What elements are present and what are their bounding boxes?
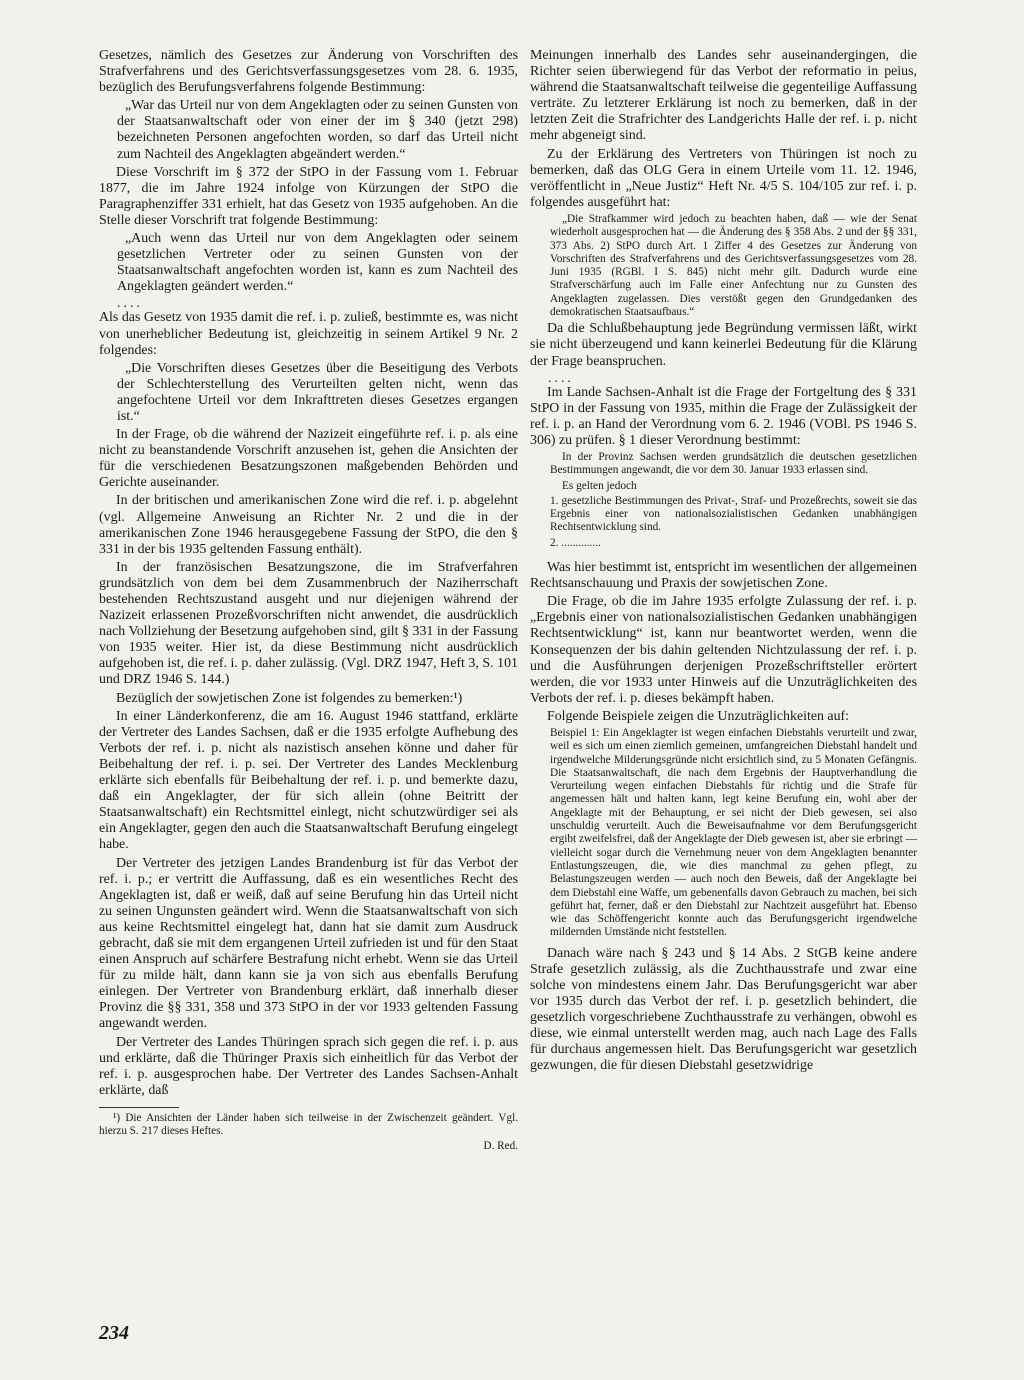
footnote-signature: D. Red. xyxy=(483,1140,518,1153)
paragraph: Der Vertreter des jetzigen Landes Brandenburg ist für das Verbot der ref. i. p.; er vertritt die Auffassung, daß es ein wesentliches Recht des Angeklagten ist, daß er weiß, daß auf seine Berufung hin das Urteil nicht zu seinen Ungunsten geändert wird. Wenn die Staatsanwaltschaft von sich aus keine Rechtsmittel eingelegt hat, dann hat sie damit zum Ausdruck gebracht, daß sie mit dem ergangenen Urteil zufrieden ist und für den Staat einen Anspruch auf schärfere Bestrafung nicht erhebt. Wenn sie das Urteil für zu milde hält, dann kann sie ja von sich aus ebenfalls Berufung einlegen. Der Vertreter von Brandenburg erklärt, daß innerhalb dieser Provinz die §§ 331, 358 und 373 StPO in der vor 1933 geltenden Fassung angewandt werden. xyxy=(99,855,518,1032)
right-text-column xyxy=(530,48,917,1076)
regulation-item: 1. gesetzliche Bestimmungen des Privat-, Straf- und Prozeßrechts, soweit sie das Ergebnis einer von nationalsozialistischen Gedanken unabhängigen Rechtsentwicklung sind. xyxy=(550,494,917,534)
paragraph: In einer Länderkonferenz, die am 16. August 1946 stattfand, erklärte der Vertreter des Landes Sachsen, daß er die 1935 erfolgte Aufhebung des Verbots der ref. i. p. nicht als nazistisch ansehen könne und daher für Beibehaltung der ref. i. p. sei. Der Vertreter des Landes Mecklenburg erklärte sich ebenfalls für Beibehaltung der ref. i. p. und bemerkte dazu, daß ein Angeklagter, der für sich allein (ohne Beitritt der Staatsanwaltschaft) ein Rechtsmittel einlegt, nicht schutzwürdiger sei als ein Angeklagter, gegen den auch die Staatsanwaltschaft Berufung eingelegt habe. xyxy=(99,708,518,853)
paragraph: Bezüglich der sowjetischen Zone ist folgendes zu bemerken:¹) xyxy=(116,690,463,706)
quote-paragraph: „War das Urteil nur von dem Angeklagten oder zu seinen Gunsten von der Staatsanwaltschaft oder von einer der im § 340 (jetzt 298) bezeichneten Personen angefochten worden, so darf das Urteil nicht zum Nachteil des Angeklagten abgeändert werden.“ xyxy=(117,98,518,162)
footnote: ¹) Die Ansichten der Länder haben sich teilweise in der Zwischenzeit geändert. Vgl. hierzu S. 217 dieses Heftes. xyxy=(99,1111,518,1138)
footnote-divider xyxy=(99,1107,179,1108)
paragraph: Was hier bestimmt ist, entspricht im wesentlichen der allgemeinen Rechtsanschauung und Praxis der sowjetischen Zone. xyxy=(530,560,917,592)
regulation-item: 2. .............. xyxy=(550,536,601,549)
paragraph: Im Lande Sachsen-Anhalt ist die Frage der Fortgeltung des § 331 StPO in der Fassung von 1935, mithin die Frage der Zulässigkeit der ref. i. p. an Hand der Verordnung vom 6. 2. 1946 (VOBl. PS 1946 S. 306) zu prüfen. § 1 dieser Verordnung bestimmt: xyxy=(530,384,917,448)
paragraph: Meinungen innerhalb des Landes sehr auseinandergingen, die Richter seien überwiegend für das Verbot der reformatio in peius, während die Staatsanwaltschaft teilweise die gegenteilige Auffassung verträte. Zu letzterer Erklärung ist noch zu bemerken, daß in der letzten Zeit die Strafrichter des Landgerichts Halle der ref. i. p. nicht mehr abgeneigt sind. xyxy=(530,48,917,144)
quote-paragraph: „Auch wenn das Urteil nur von dem Angeklagten oder seinem gesetzlichen Vertreter oder zu seinen Gunsten von der Staatsanwaltschaft angefochten worden ist, kann es zum Nachteil des Angeklagten geändert werden.“ xyxy=(117,231,518,295)
page-number: 234 xyxy=(99,1322,129,1344)
paragraph: Als das Gesetz von 1935 damit die ref. i. p. zuließ, bestimmte es, was nicht von unerheblicher Bedeutung ist, gleichzeitig in seinem Artikel 9 Nr. 2 folgendes: xyxy=(99,310,518,358)
regulation-quote: Es gelten jedoch xyxy=(562,479,637,492)
quote-paragraph: „Die Vorschriften dieses Gesetzes über die Beseitigung des Verbots der Schlechterstellung des Verurteilten gelten nicht, wenn das angefochtene Urteil vor dem Inkrafttreten dieses Gesetzes ergangen ist.“ xyxy=(117,360,518,424)
paragraph: Da die Schlußbehauptung jede Begründung vermissen läßt, wirkt sie nicht überzeugend und kann keinerlei Bedeutung für die Klärung der Frage beanspruchen. xyxy=(530,321,917,369)
paragraph: Zu der Erklärung des Vertreters von Thüringen ist noch zu bemerken, daß das OLG Gera in einem Urteile vom 11. 12. 1946, veröffentlicht in „Neue Justiz“ Heft Nr. 4/5 S. 104/105 zur ref. i. p. folgendes ausgeführt hat: xyxy=(530,146,917,210)
paragraph: Die Frage, ob die im Jahre 1935 erfolgte Zulassung der ref. i. p. „Ergebnis einer von nationalsozialistischen Gedanken unabhängigen Rechtsentwicklung“ ist, kann nur beantwortet werden, wenn die Konsequenzen der bis dahin geltenden Nichtzulassung der ref. i. p. und die Ausführungen derjenigen Prozeßschriftsteller erörtert werden, die vor 1933 unter Hinweis auf die Unzuträglichkeiten des Verbots der ref. i. p. dieses bekämpft haben. xyxy=(530,594,917,706)
left-text-column xyxy=(99,48,518,1156)
paragraph: Diese Vorschrift im § 372 der StPO in der Fassung vom 1. Februar 1877, die im Jahre 1924 infolge von Kürzungen der StPO die Paragraphenziffer 331 erhielt, hat das Gesetz von 1935 aufgehoben. An die Stelle dieser Vorschrift trat folgende Bestimmung: xyxy=(99,164,518,228)
ellipsis-separator: .... xyxy=(117,296,143,312)
paragraph: Folgende Beispiele zeigen die Unzuträglichkeiten auf: xyxy=(547,708,850,724)
quote-small: „Die Strafkammer wird jedoch zu beachten haben, daß — wie der Senat wiederholt ausgesprochen hat — die Änderung des § 358 Abs. 2 und der §§ 331, 373 Abs. 2) StPO durch Art. 1 Ziffer 4 des Gesetzes zur Änderung von Vorschriften des Strafverfahrens und des Gerichtsverfassungsgesetzes vom 28. Juni 1935 (RGBl. I S. 845) nicht mehr gilt. Dadurch wurde eine Strafverschärfung auch im Falle einer Anfechtung nur zu Gunsten des Angeklagten zugelassen. Dies verstößt gegen den Grundgedanken des demokratischen Staatsaufbaus.“ xyxy=(550,212,917,319)
paragraph: In der französischen Besatzungszone, die im Strafverfahren grundsätzlich von dem bei dem Zusammenbruch der Naziherrschaft bestehenden Rechtszustand ausgeht und nur diejenigen während der Nazizeit erlassenen Prozeßvorschriften nicht anwendet, die ausdrücklich nach Vollziehung der Besetzung aufgehoben sind, gilt § 331 in der Fassung von 1935 weiter. Hier ist, da diese Bestimmung nicht ausdrücklich aufgehoben ist, die ref. i. p. daher zulässig. (Vgl. DRZ 1947, Heft 3, S. 101 und DRZ 1946 S. 144.) xyxy=(99,559,518,688)
paragraph: Der Vertreter des Landes Thüringen sprach sich gegen die ref. i. p. aus und erklärte, daß die Thüringer Praxis sich einheitlich für das Verbot der ref. i. p. ausgesprochen habe. Der Vertreter des Landes Sachsen-Anhalt erklärte, daß xyxy=(99,1034,518,1098)
paragraph: In der Frage, ob die während der Nazizeit eingeführte ref. i. p. als eine nicht zu beanstandende Vorschrift anzusehen ist, gehen die Ansichten der für die verschiedenen Besatzungszonen maßgebenden Behörden und Gerichte auseinander. xyxy=(99,427,518,491)
paragraph: Gesetzes, nämlich des Gesetzes zur Änderung von Vorschriften des Strafverfahrens und des Gerichtsverfassungsgesetzes vom 28. 6. 1935, bezüglich des Berufungsverfahrens folgende Bestimmung: xyxy=(99,48,518,96)
paragraph: In der britischen und amerikanischen Zone wird die ref. i. p. abgelehnt (vgl. Allgemeine Anweisung an Richter Nr. 2 und die in der amerikanischen Zone 1946 herausgegebene Fassung der StPO, die den § 331 in der bis 1935 geltenden Fassung enthält). xyxy=(99,493,518,557)
regulation-quote: In der Provinz Sachsen werden grundsätzlich die deutschen gesetzlichen Bestimmungen angewandt, die vor dem 30. Januar 1933 erlassen sind. xyxy=(550,450,917,477)
paragraph: Danach wäre nach § 243 und § 14 Abs. 2 StGB keine andere Strafe gesetzlich zulässig, als die Zuchthausstrafe und zwar eine solche von mindestens einem Jahr. Das Berufungsgericht war aber vor 1935 durch das Verbot der ref. i. p. gesetzlich behindert, die gesetzlich vorgeschriebene Zuchthausstrafe zu verhängen, obwohl es diese, wie einmal unterstellt werden mag, auch nach Lage des Falls für durchaus angemessen hielt. Das Berufungsgericht war gesetzlich gezwungen, die für diesen Diebstahl gesetzwidrige xyxy=(530,945,917,1074)
ellipsis-separator: .... xyxy=(548,370,574,386)
example-paragraph: Beispiel 1: Ein Angeklagter ist wegen einfachen Diebstahls verurteilt und zwar, weil es sich um einen ziemlich gemeinen, umfangreichen Diebstahl handelt und irgendwelche Milderungsgründe nicht ersichtlich sind, zu 5 Monaten Gefängnis. Die Staatsanwaltschaft, die nach dem Ergebnis der Hauptverhandlung die Verurteilung wegen einfachen Diebstahls für richtig und die Strafe für angemessen hält und halten kann, legt keine Berufung ein, wohl aber der Angeklagte mit der Behauptung, er sei nicht der Dieb gewesen, sei also unschuldig verurteilt. Auch die Beweisaufnahme vor dem Berufungsgericht ergibt zweifelsfrei, daß der Angeklagte der Dieb gewesen ist, aber sie erbringt — vielleicht sogar durch die Vernehmung neuer von dem Angeklagten benannter Entlastungszeugen, die, wie dies manchmal zu gehen pflegt, zu Belastungszeugen werden — auch noch den Beweis, daß der Angeklagte bei dem Diebstahl eine Waffe, um gebenenfalls davon Gebrauch zu machen, bei sich geführt hat, ferner, daß er den Diebstahl zur Nachtzeit ausgeführt hat. Ebenso wie das Schöffengericht konnte auch das Berufungsgericht irgendwelche mildernden Umstände nicht feststellen. xyxy=(550,726,917,939)
